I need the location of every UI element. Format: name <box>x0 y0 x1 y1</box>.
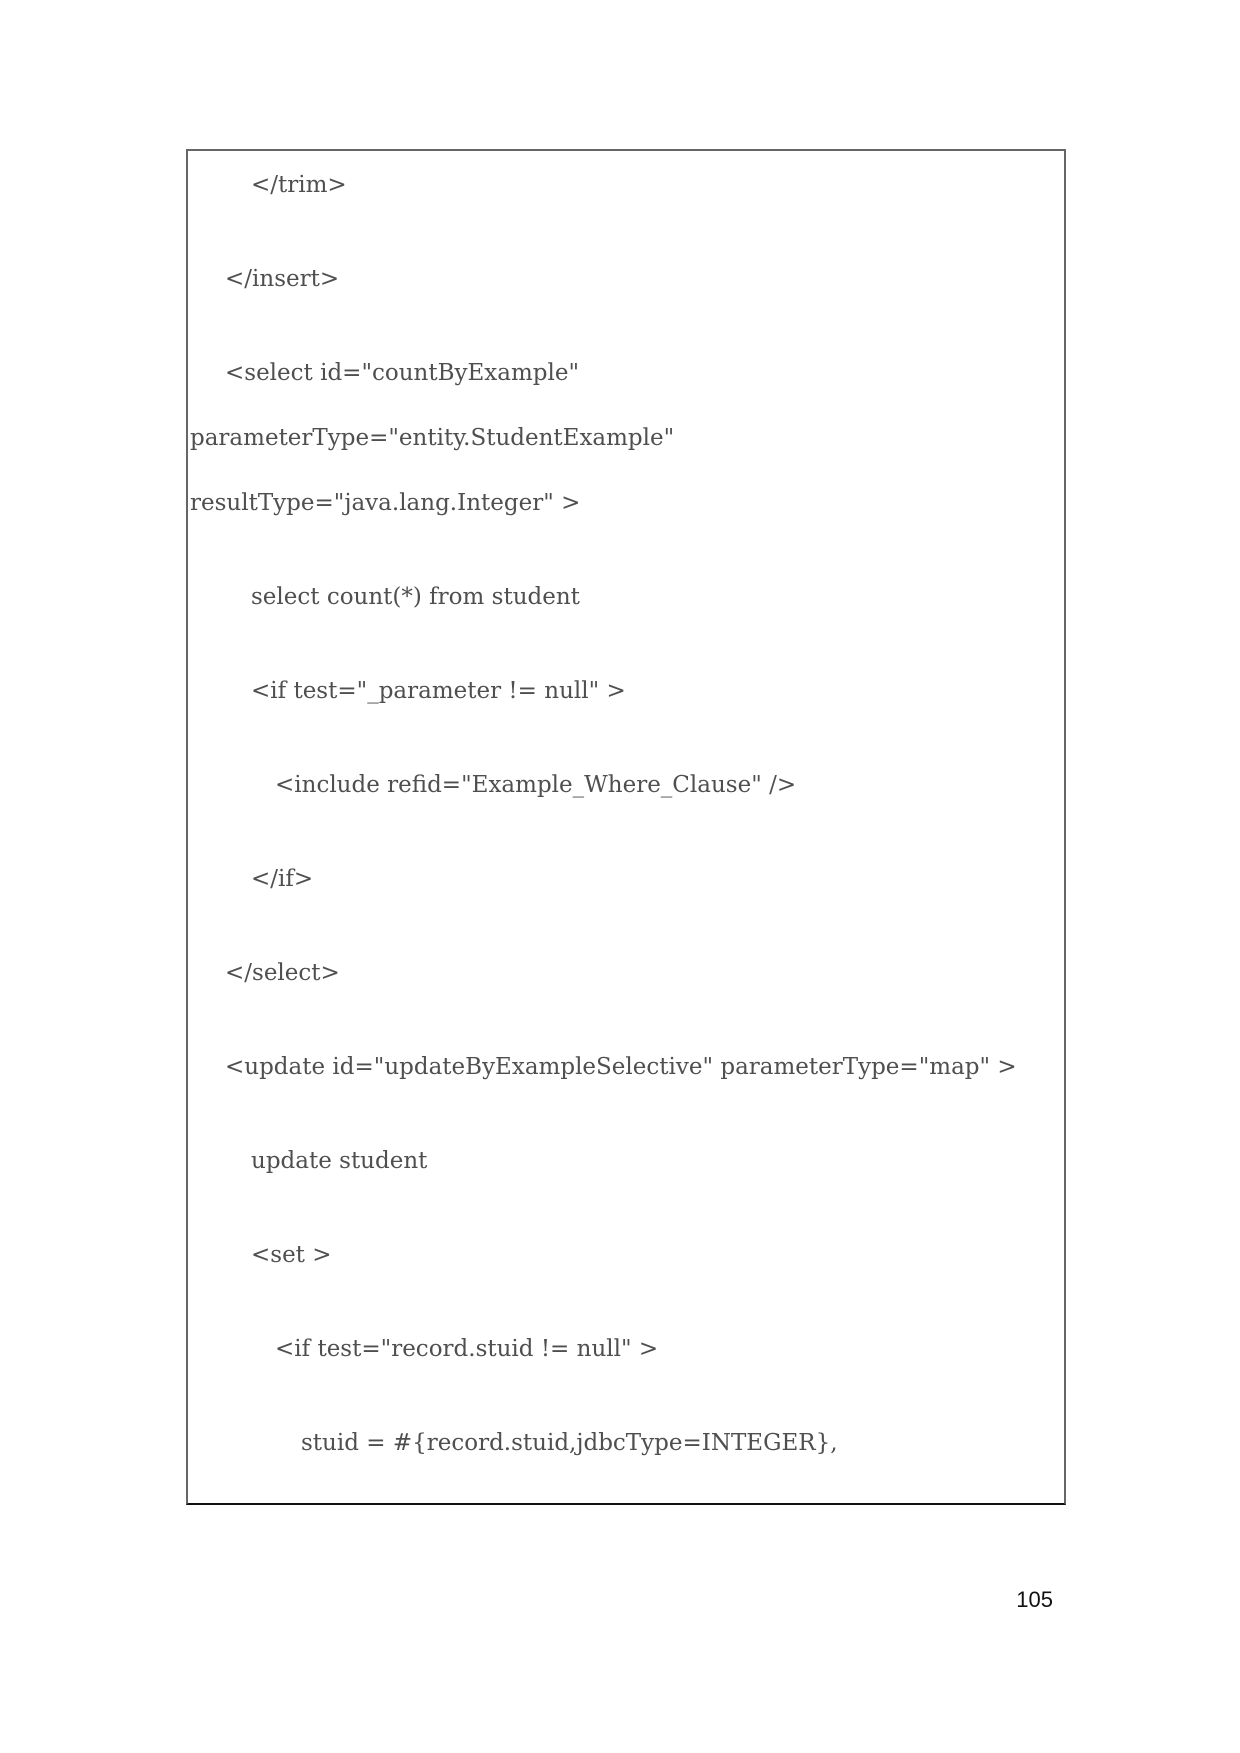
code-line: <include refid="Example_Where_Clause" /> <box>275 772 797 798</box>
code-line: parameterType="entity.StudentExample" <box>190 425 675 451</box>
code-box <box>186 149 1066 1505</box>
code-line: </select> <box>225 960 340 986</box>
code-line: </insert> <box>225 266 340 292</box>
code-line: <set > <box>251 1242 332 1268</box>
code-line: select count(*) from student <box>251 584 580 610</box>
code-line: stuid = #{record.stuid,jdbcType=INTEGER}, <box>301 1430 838 1456</box>
code-line: update student <box>251 1148 428 1174</box>
code-line: <if test="_parameter != null" > <box>251 678 626 704</box>
code-line: resultType="java.lang.Integer" > <box>190 490 581 516</box>
code-line: </trim> <box>251 172 347 198</box>
code-line: <if test="record.stuid != null" > <box>275 1336 659 1362</box>
code-line: <select id="countByExample" <box>225 360 580 386</box>
code-line: </if> <box>251 866 314 892</box>
code-line: <update id="updateByExampleSelective" parameterType="map" > <box>225 1054 1017 1080</box>
page-number: 105 <box>1016 1587 1053 1612</box>
